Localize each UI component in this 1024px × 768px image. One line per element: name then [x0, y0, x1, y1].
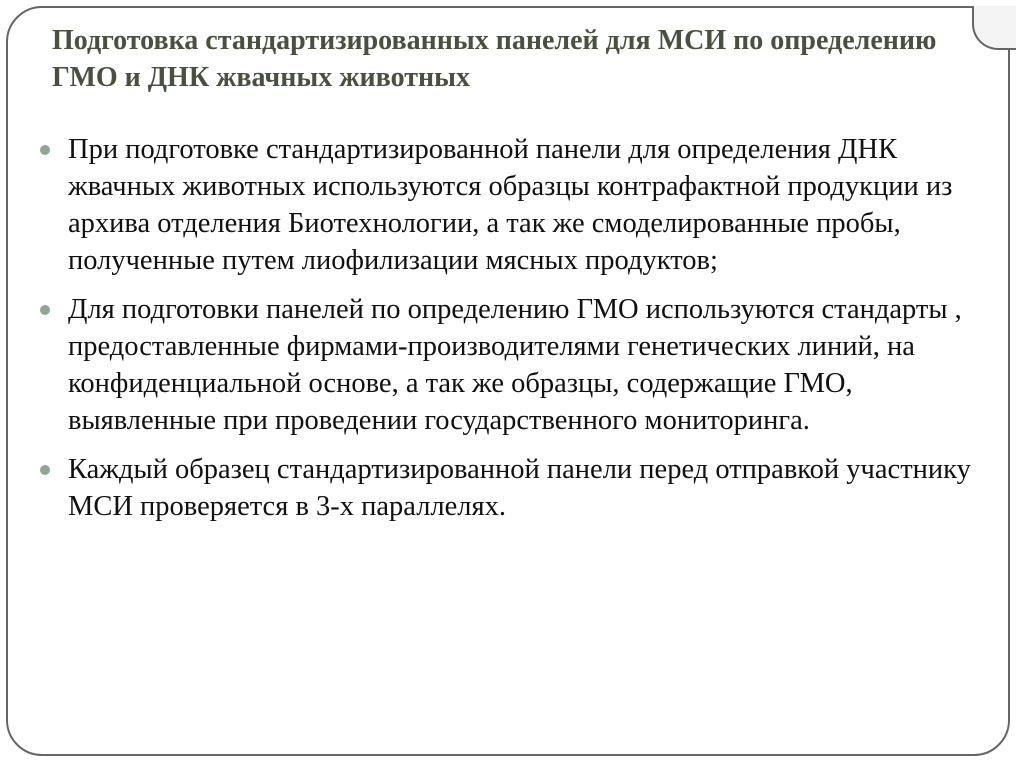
- bullet-item: [34, 131, 984, 279]
- bullet-item: [34, 291, 984, 439]
- slide-title: Подготовка стандартизированных панелей для МСИ по определению ГМО и ДНК жвачных животных: [52, 25, 937, 93]
- bullet-item: [34, 451, 984, 525]
- bullet-icon: [40, 145, 50, 155]
- bullet-icon: [40, 305, 50, 315]
- bullet-text: При подготовке стандартизированной панели для определения ДНК жвачных животных используются образцы контрафактной продукции из архива отделения Биотехнологии, а так же смоделированные пробы, полученные путем лиофилизации мясных продуктов;: [68, 134, 953, 276]
- bullet-text: Для подготовки панелей по определению ГМО используются стандарты , предоставленные фирмами-производителями генетических линий, на конфиденциальной основе, а так же образцы, содержащие ГМО, выявленные при проведении государственного мониторинга.: [68, 294, 962, 436]
- bullet-text: Каждый образец стандартизированной панели перед отправкой участнику МСИ проверяется в 3-х параллелях.: [68, 454, 971, 522]
- bullet-icon: [40, 465, 50, 475]
- bullet-list: [34, 131, 984, 537]
